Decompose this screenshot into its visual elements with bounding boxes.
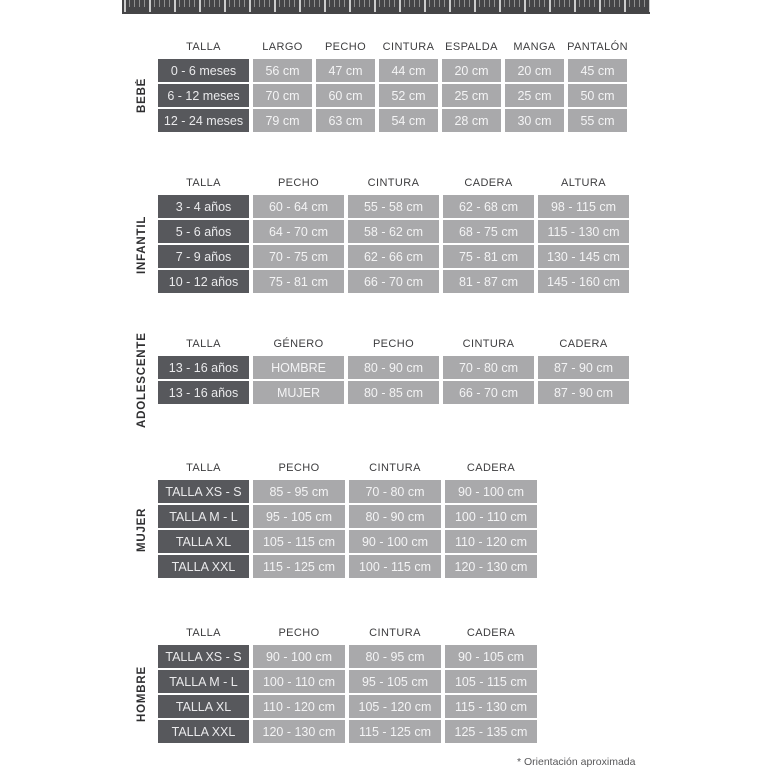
column-header: TALLA (186, 626, 221, 639)
column-header: PECHO (278, 461, 320, 474)
size-value-cell: 110 - 120 cm (445, 530, 537, 553)
table-mujer (158, 457, 537, 578)
table-infantil (158, 172, 629, 293)
table-hombre (158, 622, 537, 743)
size-value-cell: 70 - 80 cm (443, 356, 534, 379)
size-value-cell: 54 cm (379, 109, 438, 132)
column-header: CADERA (466, 626, 516, 639)
size-value-cell: 52 cm (379, 84, 438, 107)
size-value-cell: 105 - 115 cm (253, 530, 345, 553)
size-value-cell: 95 - 105 cm (349, 670, 441, 693)
column-header: PECHO (278, 626, 320, 639)
section-label-infantil: INFANTIL (136, 215, 148, 275)
size-value-cell: 58 - 62 cm (348, 220, 439, 243)
size-value-cell: 25 cm (505, 84, 564, 107)
column-header: GÉNERO (273, 337, 324, 350)
size-value-cell: 45 cm (568, 59, 627, 82)
size-value-cell: 66 - 70 cm (348, 270, 439, 293)
footnote: * Orientación aproximada (517, 756, 636, 768)
size-row-label: 6 - 12 meses (158, 84, 249, 107)
size-value-cell: 90 - 100 cm (253, 645, 345, 668)
section-label-hombre: HOMBRE (136, 666, 148, 722)
column-header: PECHO (277, 176, 320, 189)
size-value-cell: 80 - 85 cm (348, 381, 439, 404)
size-value-cell: 120 - 130 cm (253, 720, 345, 743)
size-value-cell: MUJER (253, 381, 344, 404)
column-header: TALLA (186, 337, 221, 350)
size-value-cell: 100 - 110 cm (253, 670, 345, 693)
size-value-cell: 62 - 68 cm (443, 195, 534, 218)
size-row-label: TALLA XL (158, 695, 249, 718)
size-row-label: TALLA XXL (158, 720, 249, 743)
size-value-cell: 130 - 145 cm (538, 245, 629, 268)
size-value-cell: 70 - 75 cm (253, 245, 344, 268)
section-label-bebe: BEBÉ (136, 77, 148, 113)
size-value-cell: 44 cm (379, 59, 438, 82)
size-value-cell: 60 - 64 cm (253, 195, 344, 218)
size-value-cell: 90 - 100 cm (445, 480, 537, 503)
size-row-label: TALLA XS - S (158, 645, 249, 668)
size-value-cell: 75 - 81 cm (253, 270, 344, 293)
column-header: TALLA (186, 176, 221, 189)
size-value-cell: 80 - 90 cm (348, 356, 439, 379)
size-value-cell: 87 - 90 cm (538, 356, 629, 379)
column-header: CINTURA (462, 337, 515, 350)
size-value-cell: 95 - 105 cm (253, 505, 345, 528)
column-header: MANGA (513, 40, 556, 53)
size-value-cell: 100 - 110 cm (445, 505, 537, 528)
size-row-label: 13 - 16 años (158, 356, 249, 379)
size-row-label: 0 - 6 meses (158, 59, 249, 82)
size-value-cell: 115 - 125 cm (253, 555, 345, 578)
size-value-cell: 110 - 120 cm (253, 695, 345, 718)
column-header: PECHO (324, 40, 367, 53)
size-value-cell: 25 cm (442, 84, 501, 107)
size-value-cell: 20 cm (505, 59, 564, 82)
size-value-cell: 63 cm (316, 109, 375, 132)
size-value-cell: 79 cm (253, 109, 312, 132)
column-header: ESPALDA (445, 40, 498, 53)
size-value-cell: 90 - 100 cm (349, 530, 441, 553)
size-value-cell: 145 - 160 cm (538, 270, 629, 293)
column-header: TALLA (186, 40, 221, 53)
column-header: LARGO (262, 40, 303, 53)
size-row-label: TALLA M - L (158, 505, 249, 528)
size-value-cell: 55 cm (568, 109, 627, 132)
size-value-cell: 56 cm (253, 59, 312, 82)
column-header: CINTURA (369, 461, 421, 474)
column-header: CADERA (464, 176, 513, 189)
column-header: CADERA (466, 461, 516, 474)
section-label-mujer: MUJER (136, 507, 148, 553)
section-label-adolescente: ADOLESCENTE (136, 332, 148, 428)
size-value-cell: 115 - 130 cm (445, 695, 537, 718)
size-value-cell: 81 - 87 cm (443, 270, 534, 293)
table-adolescente (158, 333, 629, 404)
size-value-cell: 60 cm (316, 84, 375, 107)
size-value-cell: 28 cm (442, 109, 501, 132)
size-value-cell: 50 cm (568, 84, 627, 107)
size-row-label: 12 - 24 meses (158, 109, 249, 132)
size-value-cell: 115 - 125 cm (349, 720, 441, 743)
size-row-label: TALLA M - L (158, 670, 249, 693)
size-row-label: 13 - 16 años (158, 381, 249, 404)
size-value-cell: 80 - 95 cm (349, 645, 441, 668)
table-bebe (158, 36, 627, 132)
size-value-cell: 87 - 90 cm (538, 381, 629, 404)
column-header: CINTURA (382, 40, 435, 53)
size-row-label: 10 - 12 años (158, 270, 249, 293)
size-row-label: TALLA XS - S (158, 480, 249, 503)
ruler-major-ticks (124, 0, 650, 12)
size-value-cell: 125 - 135 cm (445, 720, 537, 743)
size-value-cell: 66 - 70 cm (443, 381, 534, 404)
column-header: PECHO (372, 337, 415, 350)
size-value-cell: HOMBRE (253, 356, 344, 379)
size-row-label: 5 - 6 años (158, 220, 249, 243)
size-row-label: 3 - 4 años (158, 195, 249, 218)
size-value-cell: 64 - 70 cm (253, 220, 344, 243)
size-value-cell: 55 - 58 cm (348, 195, 439, 218)
column-header: CINTURA (369, 626, 421, 639)
size-value-cell: 70 cm (253, 84, 312, 107)
size-value-cell: 20 cm (442, 59, 501, 82)
column-header: ALTURA (561, 176, 606, 189)
size-value-cell: 85 - 95 cm (253, 480, 345, 503)
ruler-icon (122, 0, 650, 14)
column-header: TALLA (186, 461, 221, 474)
size-value-cell: 120 - 130 cm (445, 555, 537, 578)
size-value-cell: 68 - 75 cm (443, 220, 534, 243)
size-value-cell: 62 - 66 cm (348, 245, 439, 268)
size-value-cell: 105 - 120 cm (349, 695, 441, 718)
size-row-label: TALLA XL (158, 530, 249, 553)
size-value-cell: 105 - 115 cm (445, 670, 537, 693)
size-value-cell: 47 cm (316, 59, 375, 82)
column-header: CINTURA (367, 176, 420, 189)
column-header: CADERA (559, 337, 608, 350)
size-value-cell: 75 - 81 cm (443, 245, 534, 268)
size-value-cell: 100 - 115 cm (349, 555, 441, 578)
size-value-cell: 90 - 105 cm (445, 645, 537, 668)
size-row-label: TALLA XXL (158, 555, 249, 578)
column-header: PANTALÓN (567, 40, 628, 53)
size-value-cell: 30 cm (505, 109, 564, 132)
size-row-label: 7 - 9 años (158, 245, 249, 268)
size-value-cell: 70 - 80 cm (349, 480, 441, 503)
size-value-cell: 115 - 130 cm (538, 220, 629, 243)
size-value-cell: 98 - 115 cm (538, 195, 629, 218)
size-value-cell: 80 - 90 cm (349, 505, 441, 528)
